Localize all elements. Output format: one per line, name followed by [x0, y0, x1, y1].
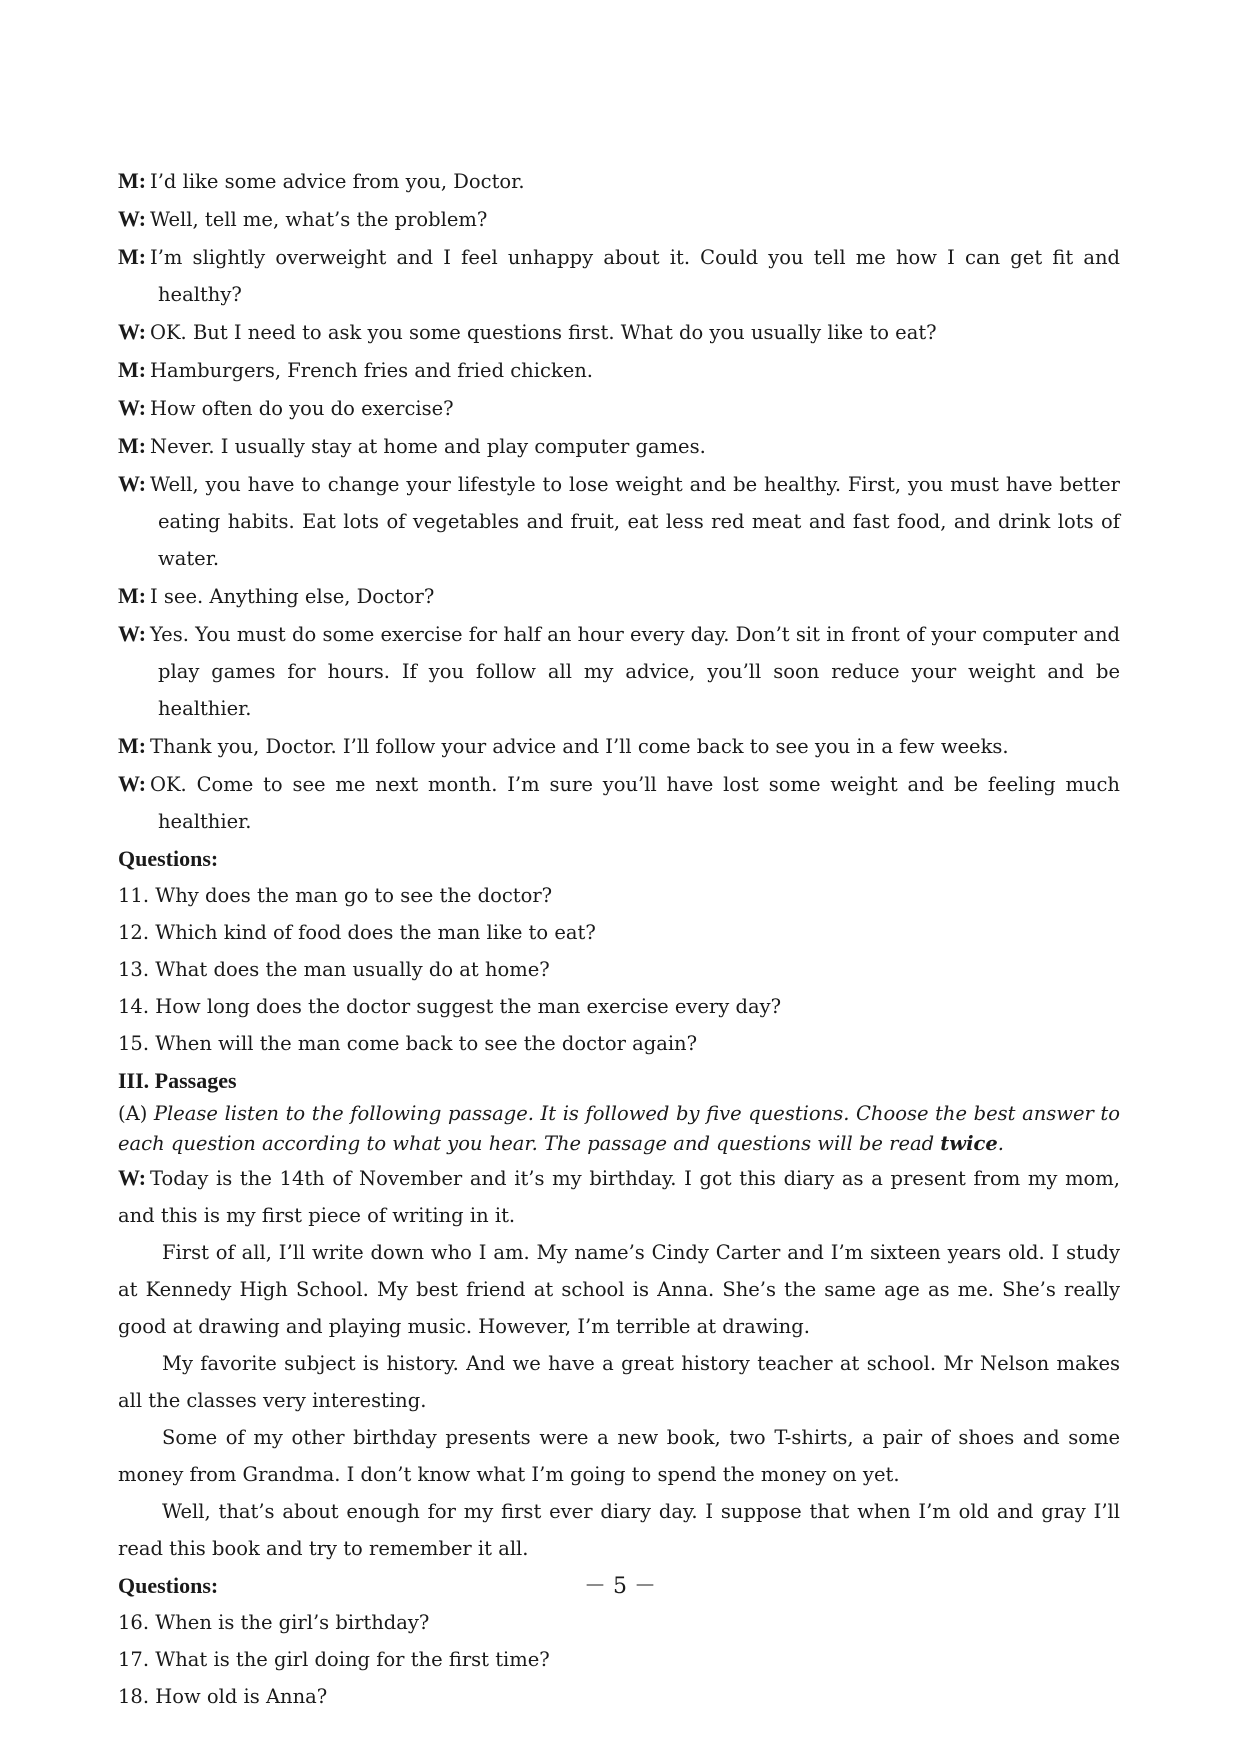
questions-heading: Questions:: [118, 1573, 219, 1598]
passage-paragraph: [118, 1159, 1120, 1234]
passage-paragraph: Well, that’s about enough for my first ever diary day. I suppose that when I’m old and gray I’ll read this book and try to remember it all.: [118, 1500, 1120, 1560]
question-item: 12. Which kind of food does the man like to eat?: [118, 921, 596, 944]
dialogue-line: [118, 351, 1120, 389]
speaker-label: M:: [118, 733, 147, 758]
instruction-end: .: [997, 1132, 1004, 1155]
question-item: 18. How old is Anna?: [118, 1685, 328, 1708]
dialogue-line: [118, 577, 1120, 615]
dialogue-line: [118, 727, 1120, 765]
question-item: 14. How long does the doctor suggest the man exercise every day?: [118, 995, 782, 1018]
question-list: [118, 1604, 1120, 1715]
question-item: 11. Why does the man go to see the doctor?: [118, 884, 553, 907]
dialogue-text: I’d like some advice from you, Doctor.: [150, 170, 525, 193]
instruction-label: (A): [118, 1102, 148, 1125]
passage-paragraph: First of all, I’ll write down who I am. My name’s Cindy Carter and I’m sixteen years old. I study at Kennedy High School. My best friend at school is Anna. She’s the same age as me. She’s really good at drawing and playing music. However, I’m terrible at drawing.: [118, 1241, 1120, 1338]
page-content: [118, 162, 1120, 1715]
passage-paragraph: My favorite subject is history. And we have a great history teacher at school. Mr Nelson makes all the classes very interesting.: [118, 1352, 1120, 1412]
question-item: 15. When will the man come back to see the doctor again?: [118, 1032, 698, 1055]
speaker-label: W:: [118, 1165, 147, 1190]
passage-text: Today is the 14th of November and it’s my birthday. I got this diary as a present from my mom, and this is my first piece of writing in it.: [118, 1167, 1120, 1227]
dialogue-line: [118, 465, 1120, 577]
instruction-emphasis: twice: [940, 1132, 998, 1155]
speaker-label: M:: [118, 583, 147, 608]
questions-heading: Questions:: [118, 846, 219, 871]
speaker-label: M:: [118, 244, 147, 269]
question-list: [118, 877, 1120, 1062]
dialogue-line: [118, 615, 1120, 727]
question-item: 17. What is the girl doing for the first time?: [118, 1648, 550, 1671]
instruction-text: Please listen to the following passage. It is followed by five questions. Choose the best answer to each question according to what you hear. The passage and questions will be read: [118, 1102, 1120, 1155]
speaker-label: M:: [118, 357, 147, 382]
passage-paragraph: Some of my other birthday presents were a new book, two T-shirts, a pair of shoes and some money from Grandma. I don’t know what I’m going to spend the money on yet.: [118, 1426, 1120, 1486]
dialogue-line: [118, 427, 1120, 465]
dialogue-text: OK. But I need to ask you some questions first. What do you usually like to eat?: [150, 321, 937, 344]
dialogue-line: [118, 313, 1120, 351]
speaker-label: W:: [118, 395, 147, 420]
speaker-label: M:: [118, 168, 147, 193]
dialogue-line: [118, 200, 1120, 238]
dialogue-text: Yes. You must do some exercise for half an hour every day. Don’t sit in front of your computer and play games for hours. If you follow all my advice, you’ll soon reduce your weight and be healthier.: [150, 623, 1120, 720]
speaker-label: W:: [118, 319, 147, 344]
dialogue-text: Never. I usually stay at home and play computer games.: [150, 435, 706, 458]
dialogue-text: I’m slightly overweight and I feel unhappy about it. Could you tell me how I can get fit and healthy?: [150, 246, 1120, 306]
speaker-label: W:: [118, 771, 147, 796]
speaker-label: W:: [118, 206, 147, 231]
speaker-label: M:: [118, 433, 147, 458]
page-number: － 5 －: [584, 1574, 656, 1599]
instruction: [118, 1099, 1120, 1159]
speaker-label: W:: [118, 471, 147, 496]
dialogue: [118, 162, 1120, 840]
dialogue-text: OK. Come to see me next month. I’m sure you’ll have lost some weight and be feeling much healthier.: [150, 773, 1120, 833]
section-heading: III. Passages: [118, 1068, 237, 1093]
dialogue-text: Well, you have to change your lifestyle to lose weight and be healthy. First, you must have better eating habits. Eat lots of vegetables and fruit, eat less red meat and fast food, and drink lots of water.: [150, 473, 1120, 570]
dialogue-line: [118, 162, 1120, 200]
dialogue-text: Hamburgers, French fries and fried chicken.: [150, 359, 593, 382]
speaker-label: W:: [118, 621, 147, 646]
dialogue-text: Well, tell me, what’s the problem?: [150, 208, 488, 231]
question-item: 16. When is the girl’s birthday?: [118, 1611, 430, 1634]
question-item: 13. What does the man usually do at home?: [118, 958, 550, 981]
dialogue-text: I see. Anything else, Doctor?: [150, 585, 435, 608]
dialogue-line: [118, 238, 1120, 313]
dialogue-line: [118, 389, 1120, 427]
dialogue-text: How often do you do exercise?: [150, 397, 454, 420]
dialogue-line: [118, 765, 1120, 840]
passage: [118, 1159, 1120, 1567]
dialogue-text: Thank you, Doctor. I’ll follow your advice and I’ll come back to see you in a few weeks.: [150, 735, 1009, 758]
